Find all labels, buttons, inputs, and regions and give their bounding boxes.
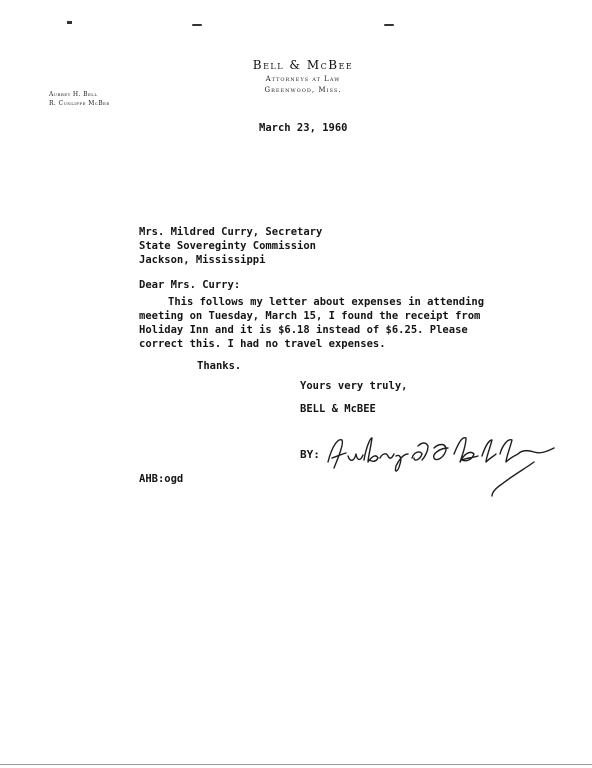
firm-name: Bell & McBee bbox=[252, 58, 354, 72]
body-line: meeting on Tuesday, March 15, I found the receipt from bbox=[139, 310, 481, 322]
thanks-line: Thanks. bbox=[197, 360, 242, 372]
scan-mark-left bbox=[192, 24, 202, 26]
closing: Yours very truly, bbox=[300, 380, 408, 392]
recipient-line: Jackson, Mississippi bbox=[139, 254, 266, 266]
partner-name: R. Cunliffe McBee bbox=[49, 100, 110, 107]
recipient-line: State Sovereginty Commission bbox=[139, 240, 317, 252]
scan-mark-right bbox=[384, 24, 394, 26]
body-line: Holiday Inn and it is $6.18 instead of $6.25. Please bbox=[139, 324, 468, 336]
typist-initials: AHB:ogd bbox=[139, 473, 184, 485]
scan-edge-bottom bbox=[0, 764, 592, 765]
letter-date: March 23, 1960 bbox=[259, 122, 348, 134]
scan-mark-dot bbox=[67, 21, 72, 24]
body-line: correct this. I had no travel expenses. bbox=[139, 338, 386, 350]
recipient-line: Mrs. Mildred Curry, Secretary bbox=[139, 226, 323, 238]
handwritten-signature bbox=[316, 428, 562, 498]
partner-name: Aubrey H. Bell bbox=[49, 91, 98, 98]
by-label: BY: bbox=[300, 448, 320, 461]
firm-location: Greenwood, Miss. bbox=[264, 86, 342, 94]
firm-signature-block: BELL & McBEE bbox=[300, 403, 376, 415]
body-line: This follows my letter about expenses in attending bbox=[168, 296, 485, 308]
firm-subtitle: Attorneys at Law bbox=[265, 75, 341, 83]
salutation: Dear Mrs. Curry: bbox=[139, 279, 241, 291]
